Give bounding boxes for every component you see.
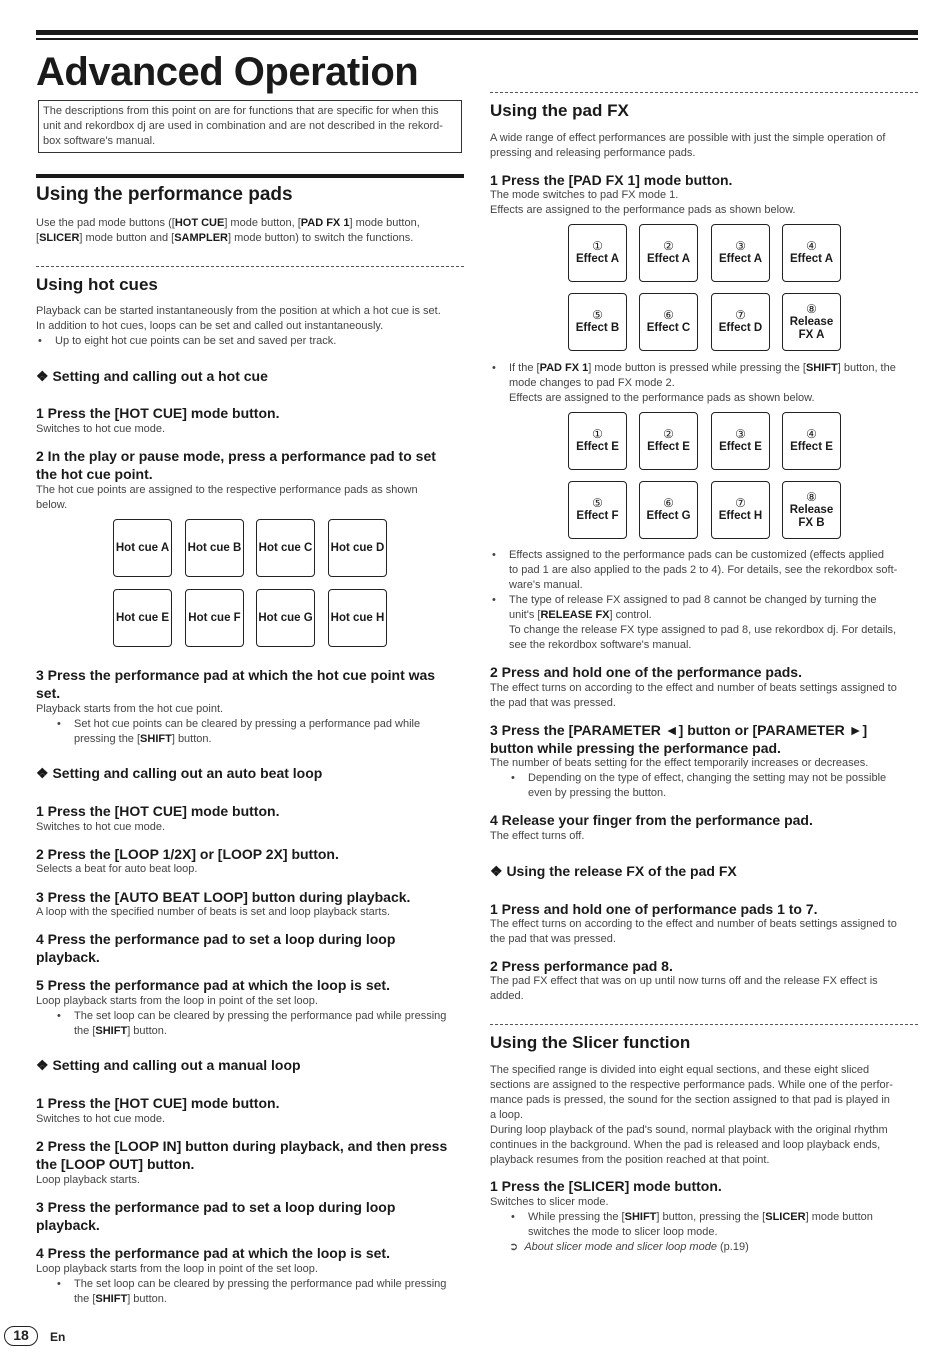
pad-number: ④ (806, 239, 817, 253)
section-title-hot-cues: Using hot cues (36, 275, 158, 294)
pad-number: ⑤ (592, 496, 603, 510)
fx-step-2-title: 2 Press and hold one of the performance pads. (490, 664, 802, 680)
fx-customize-notes: • Effects assigned to the performance pads can be customized (effects applied to pad 1 are also applied to the pads 2 to 4). For details, see the rekordbox soft- ware's manual. • The type of release FX assigned to pad 8 cannot be changed by turning the unit's [RELEASE FX] control. To change the release FX type assigned to pad 8, use rekordbox dj. For details, see the rekordbox software's manual. (490, 548, 918, 653)
step-3-title: 3 Press the performance pad at which the hot cue point was set. (36, 667, 436, 701)
step-3-description: Playback starts from the hot cue point. (36, 703, 224, 715)
fx-step-4-description: The effect turns off. (490, 830, 585, 842)
pad-number: ① (592, 239, 603, 253)
auto-step-4-title: 4 Press the performance pad to set a loop during loop playback. (36, 931, 396, 965)
hot-cue-pad: Hot cue E (113, 589, 172, 647)
page-title: Advanced Operation (36, 50, 419, 94)
hot-cue-pad: Hot cue B (185, 519, 244, 577)
fx-step-3-title: 3 Press the [PARAMETER ◄] button or [PARAMETER ►] button while pressing the performance pad. (490, 722, 868, 756)
slicer-description: The specified range is divided into eight equal sections, and these eight sliced sections are assigned to the respective performance pads. While one of the perfor- mance pads is pressed, the sound for the section assigned to that pad is played in a loop. During loop playback of the pad's sound, normal playback with the original rhythm continues in the background. When the pad is released and loop playback ends, playback resumes from the position reached at that point. (490, 1064, 893, 1166)
hot-cue-pad: Hot cue C (256, 519, 315, 577)
pad-label: Effect F (576, 510, 619, 522)
dashed-divider (490, 1024, 918, 1025)
step-1-description: Switches to hot cue mode. (36, 423, 166, 435)
pad-label: Effect D (718, 322, 763, 334)
slicer-reference-link[interactable]: ➲ About slicer mode and slicer loop mode (p.19) (509, 1241, 749, 1253)
intro-note-box: The descriptions from this point on are for functions that are specific for when this unit and rekordbox dj are used in combination and are not described in the rekord-box software's manual. (38, 100, 462, 153)
auto-step-3-title: 3 Press the [AUTO BEAT LOOP] button during playback. (36, 889, 411, 905)
subsection-manual-loop: ❖ Setting and calling out a manual loop (36, 1057, 301, 1073)
top-rule (36, 30, 918, 35)
fx-step-1-title: 1 Press the [PAD FX 1] mode button. (490, 172, 733, 188)
reference-arrow-icon: ➲ (509, 1241, 519, 1253)
effect-pad (639, 412, 698, 470)
top-rule-thin (36, 38, 918, 40)
effect-pad (782, 293, 841, 351)
pad-number: ⑦ (735, 496, 746, 510)
section-title-pad-fx: Using the pad FX (490, 101, 629, 120)
pad-number: ⑦ (735, 308, 746, 322)
pad-number: ② (663, 239, 674, 253)
slicer-step-1-description: Switches to slicer mode. (490, 1196, 609, 1208)
hot-cue-pad: Hot cue G (256, 589, 315, 647)
pad-number: ⑤ (592, 308, 603, 322)
performance-pads-description: Use the pad mode buttons ([HOT CUE] mode button, [PAD FX 1] mode button, [SLICER] mode button and [SAMPLER] mode button) to switch the functions. (36, 217, 420, 244)
pad-number: ⑧ (806, 301, 817, 316)
pad-label: Release (789, 503, 834, 516)
pad-label: Effect C (646, 322, 691, 334)
subsection-hot-cue: ❖ Setting and calling out a hot cue (36, 368, 268, 384)
pad-number: ① (592, 427, 603, 441)
hot-cues-description: Playback can be started instantaneously from the position at which a hot cue is set. In addition to hot cues, loops can be set and called out instantaneously. • Up to eight hot cue points can be set and saved per track. (36, 304, 464, 349)
dashed-divider (36, 266, 464, 267)
pad-label: Effect E (647, 441, 690, 453)
subsection-auto-beat-loop: ❖ Setting and calling out an auto beat loop (36, 765, 323, 781)
effect-pad (568, 224, 627, 282)
pad-label: Effect E (790, 441, 833, 453)
pad-number: ④ (806, 427, 817, 441)
auto-step-5-note: • The set loop can be cleared by pressing the performance pad while pressing the [SHIFT] button. (36, 1009, 464, 1039)
pad-number: ③ (735, 427, 746, 441)
step-3-note: • Set hot cue points can be cleared by pressing a performance pad while pressing the [SHIFT] button. (36, 717, 464, 747)
effect-pad (782, 481, 841, 539)
section-title-slicer: Using the Slicer function (490, 1033, 691, 1052)
fx-step-2-description: The effect turns on according to the effect and number of beats settings assigned to the pad that was pressed. (490, 682, 897, 709)
fx-mode-2-note: • If the [PAD FX 1] mode button is pressed while pressing the [SHIFT] button, the mode changes to pad FX mode 2. Effects are assigned to the performance pads as shown below. (490, 361, 918, 406)
pad-number: ⑥ (663, 308, 674, 322)
pad-number: ⑧ (806, 489, 817, 504)
step-2-description: The hot cue points are assigned to the respective performance pads as shown below. (36, 484, 418, 511)
fx-step-3-note: • Depending on the type of effect, changing the setting may not be possible even by pressing the button. (490, 771, 918, 801)
effect-pad (639, 481, 698, 539)
manual-step-3-title: 3 Press the performance pad to set a loop during loop playback. (36, 1199, 396, 1233)
hot-cue-pad: Hot cue H (328, 589, 387, 647)
pad-number: ② (663, 427, 674, 441)
pad-label: Effect A (646, 253, 691, 265)
pad-fx-description: A wide range of effect performances are possible with just the simple operation of pressing and releasing performance pads. (490, 132, 886, 159)
auto-step-5-title: 5 Press the performance pad at which the loop is set. (36, 977, 390, 993)
step-1-title: 1 Press the [HOT CUE] mode button. (36, 405, 280, 421)
auto-step-3-description: A loop with the specified number of beats is set and loop playback starts. (36, 906, 391, 918)
pad-label: Effect E (719, 441, 762, 453)
pad-number: ③ (735, 239, 746, 253)
effect-pad (782, 412, 841, 470)
slicer-step-1-title: 1 Press the [SLICER] mode button. (490, 1178, 722, 1194)
manual-step-1-title: 1 Press the [HOT CUE] mode button. (36, 1095, 280, 1111)
manual-step-4-title: 4 Press the performance pad at which the loop is set. (36, 1245, 390, 1261)
page-number: 18 (4, 1326, 38, 1346)
pad-label: Effect B (575, 322, 620, 334)
slicer-step-1-note: • While pressing the [SHIFT] button, pressing the [SLICER] mode button switches the mode to slicer loop mode. ➲ About slicer mode and slicer loop mode (p.19) (490, 1210, 918, 1255)
auto-step-1-title: 1 Press the [HOT CUE] mode button. (36, 803, 280, 819)
effect-pad (711, 481, 770, 539)
effect-pad (782, 224, 841, 282)
hot-cue-pad: Hot cue A (113, 519, 172, 577)
release-step-1-title: 1 Press and hold one of performance pads 1 to 7. (490, 901, 818, 917)
effect-pad (568, 412, 627, 470)
hot-cue-pad: Hot cue F (185, 589, 244, 647)
release-step-1-description: The effect turns on according to the effect and number of beats settings assigned to the pad that was pressed. (490, 918, 897, 945)
effect-pad (639, 293, 698, 351)
release-step-2-title: 2 Press performance pad 8. (490, 958, 673, 974)
pad-label: Release (789, 315, 834, 328)
auto-step-1-description: Switches to hot cue mode. (36, 821, 166, 833)
manual-step-1-description: Switches to hot cue mode. (36, 1113, 166, 1125)
section-title-performance-pads: Using the performance pads (36, 184, 293, 205)
fx-step-1-description: The mode switches to pad FX mode 1. Effects are assigned to the performance pads as shown below. (490, 189, 796, 216)
pad-label-line2: FX A (798, 328, 825, 341)
dashed-divider (490, 92, 918, 93)
effect-pad (711, 412, 770, 470)
step-2-title: 2 In the play or pause mode, press a performance pad to set the hot cue point. (36, 448, 436, 482)
language-label: En (50, 1330, 66, 1344)
pad-label: Effect A (575, 253, 620, 265)
effect-pad (568, 481, 627, 539)
manual-step-2-title: 2 Press the [LOOP IN] button during playback, and then press the [LOOP OUT] button. (36, 1138, 448, 1172)
auto-step-2-title: 2 Press the [LOOP 1/2X] or [LOOP 2X] button. (36, 846, 339, 862)
pad-label: Effect G (646, 510, 691, 522)
pad-number: ⑥ (663, 496, 674, 510)
pad-label: Effect H (718, 510, 763, 522)
subsection-release-fx: ❖ Using the release FX of the pad FX (490, 863, 737, 879)
manual-step-4-description: Loop playback starts from the loop in point of the set loop. (36, 1263, 318, 1275)
pad-label: Effect E (576, 441, 619, 453)
effect-pad (711, 293, 770, 351)
pad-label: Effect A (718, 253, 763, 265)
effect-pad (568, 293, 627, 351)
effect-pad (711, 224, 770, 282)
manual-step-4-note: • The set loop can be cleared by pressing the performance pad while pressing the [SHIFT] button. (36, 1277, 464, 1307)
auto-step-2-description: Selects a beat for auto beat loop. (36, 863, 198, 875)
release-step-2-description: The pad FX effect that was on up until now turns off and the release FX effect is added. (490, 975, 878, 1002)
hot-cue-pad: Hot cue D (328, 519, 387, 577)
section-rule (36, 174, 464, 178)
auto-step-5-description: Loop playback starts from the loop in point of the set loop. (36, 995, 318, 1007)
fx-step-3-description: The number of beats setting for the effect temporarily increases or decreases. (490, 757, 869, 769)
effect-pad (639, 224, 698, 282)
fx-step-4-title: 4 Release your finger from the performance pad. (490, 812, 813, 828)
pad-label: Effect A (789, 253, 834, 265)
manual-step-2-description: Loop playback starts. (36, 1174, 140, 1186)
pad-label-line2: FX B (798, 516, 825, 529)
